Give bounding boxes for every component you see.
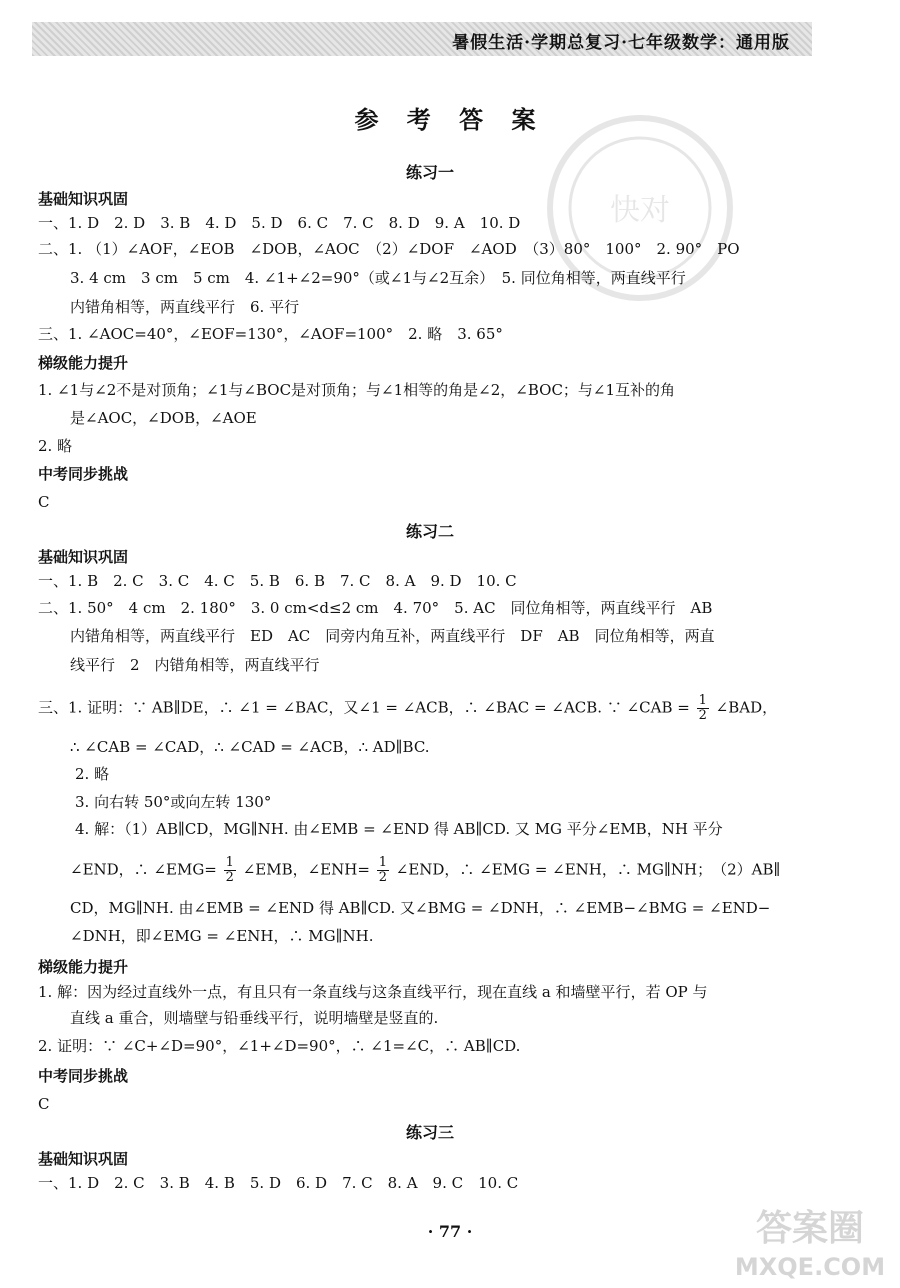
answer-line: ∠END，∴ ∠EMG= $\frac{1}{2}$ ∠EMB，∠ENH= $\frac{1}{2}$ ∠END，∴ ∠EMG = ∠ENH，∴ MG∥NH； （2）AB∥ xyxy=(70,855,781,885)
answer-line: ∠DNH，即∠EMG = ∠ENH，∴ MG∥NH. xyxy=(70,927,374,945)
answer-line: 2. 略 xyxy=(75,765,110,783)
mxqe-watermark-logo xyxy=(728,1190,893,1285)
answer-line: 4. 解：（1）AB∥CD，MG∥NH. 由∠EMB = ∠END 得 AB∥CD. 又 MG 平分∠EMB，NH 平分 xyxy=(75,820,723,838)
answer-line: 三、1. ∠AOC=40°，∠EOF=130°，∠AOF=100° 2. 略 3. 65° xyxy=(38,325,503,343)
answer-line: 2. 略 xyxy=(38,437,73,455)
answer-line: C xyxy=(38,493,50,511)
fraction-one-half: $\frac{1}{2}$ xyxy=(225,855,234,885)
fraction-one-half: $\frac{1}{2}$ xyxy=(378,855,387,885)
heading-basic-1: 基础知识巩固 xyxy=(38,190,129,208)
fraction-one-half: $\frac{1}{2}$ xyxy=(698,693,707,723)
answer-line: 是∠AOC，∠DOB，∠AOE xyxy=(70,409,257,427)
answer-line: 3. 4 cm 3 cm 5 cm 4. ∠1+∠2=90°（或∠1与∠2互余） 5. 同位角相等，两直线平行 xyxy=(70,269,686,287)
answer-line: 2. 证明：∵ ∠C+∠D=90°，∠1+∠D=90°，∴ ∠1=∠C，∴ AB∥CD. xyxy=(38,1037,521,1055)
heading-advanced-1: 梯级能力提升 xyxy=(38,354,129,372)
answer-line: 一、1. D 2. D 3. B 4. D 5. D 6. C 7. C 8. D 9. A 10. D xyxy=(38,214,521,232)
section-title-3: 练习三 xyxy=(405,1123,454,1142)
heading-advanced-2: 梯级能力提升 xyxy=(38,958,129,976)
answer-line xyxy=(38,694,777,723)
answer-line: 二、1. 50° 4 cm 2. 180° 3. 0 cm<d≤2 cm 4. 70° 5. AC 同位角相等，两直线平行 AB xyxy=(38,599,713,617)
answer-line: C xyxy=(38,1095,50,1113)
answer-line: 1. ∠1与∠2不是对顶角；∠1与∠BOC是对顶角；与∠1相等的角是∠2，∠BOC；与∠1互补的角 xyxy=(38,381,676,399)
header-banner xyxy=(32,22,812,56)
watermark-big-text: 答案圈 xyxy=(755,1208,865,1249)
heading-challenge-1: 中考同步挑战 xyxy=(38,465,129,483)
header-banner-text: 暑假生活·学期总复习·七年级数学：通用版 xyxy=(452,33,790,53)
heading-basic-3: 基础知识巩固 xyxy=(38,1150,129,1168)
answer-line: 一、1. B 2. C 3. C 4. C 5. B 6. B 7. C 8. A 9. D 10. C xyxy=(38,572,517,590)
answer-line: 内错角相等，两直线平行 6. 平行 xyxy=(70,298,300,316)
section-title-2: 练习二 xyxy=(405,522,454,541)
heading-challenge-2: 中考同步挑战 xyxy=(38,1067,129,1085)
proof-text: ∠BAD， xyxy=(715,698,778,717)
heading-basic-2: 基础知识巩固 xyxy=(38,548,129,566)
answer-line: ∴ ∠CAB = ∠CAD，∴ ∠CAD = ∠ACB，∴ AD∥BC. xyxy=(70,738,430,756)
section-title-1: 练习一 xyxy=(405,163,454,182)
proof-text: 三、1. 证明：∵ AB∥DE，∴ ∠1 = ∠BAC，又∠1 = ∠ACB，∴ ∠BAC = ∠ACB. ∵ ∠CAB = xyxy=(38,698,690,717)
page-title: 参 考 答 案 xyxy=(354,105,546,134)
stamp-text: 快对 xyxy=(610,193,670,228)
answer-line: 直线 a 重合，则墙壁与铅垂线平行，说明墙壁是竖直的. xyxy=(70,1009,439,1027)
answer-line: CD，MG∥NH. 由∠EMB = ∠END 得 AB∥CD. 又∠BMG = ∠DNH，∴ ∠EMB−∠BMG = ∠END− xyxy=(70,899,771,917)
watermark-text: MXQE.COM xyxy=(734,1253,886,1281)
answer-line: 线平行 2 内错角相等，两直线平行 xyxy=(70,656,320,674)
answer-line: 内错角相等，两直线平行 ED AC 同旁内角互补，两直线平行 DF AB 同位角相等，两直 xyxy=(70,627,715,645)
answer-line: 3. 向右转 50°或向左转 130° xyxy=(75,793,272,811)
answer-line: 二、1. （1）∠AOF，∠EOB ∠DOB，∠AOC （2）∠DOF ∠AOD （3）80° 100° 2. 90° PO xyxy=(38,240,740,258)
answer-line: 一、1. D 2. C 3. B 4. B 5. D 6. D 7. C 8. A 9. C 10. C xyxy=(38,1174,519,1192)
page-number: · 77 · xyxy=(427,1222,473,1241)
answer-line: 1. 解：因为经过直线外一点，有且只有一条直线与这条直线平行，现在直线 a 和墙壁平行，若 OP 与 xyxy=(38,983,708,1001)
